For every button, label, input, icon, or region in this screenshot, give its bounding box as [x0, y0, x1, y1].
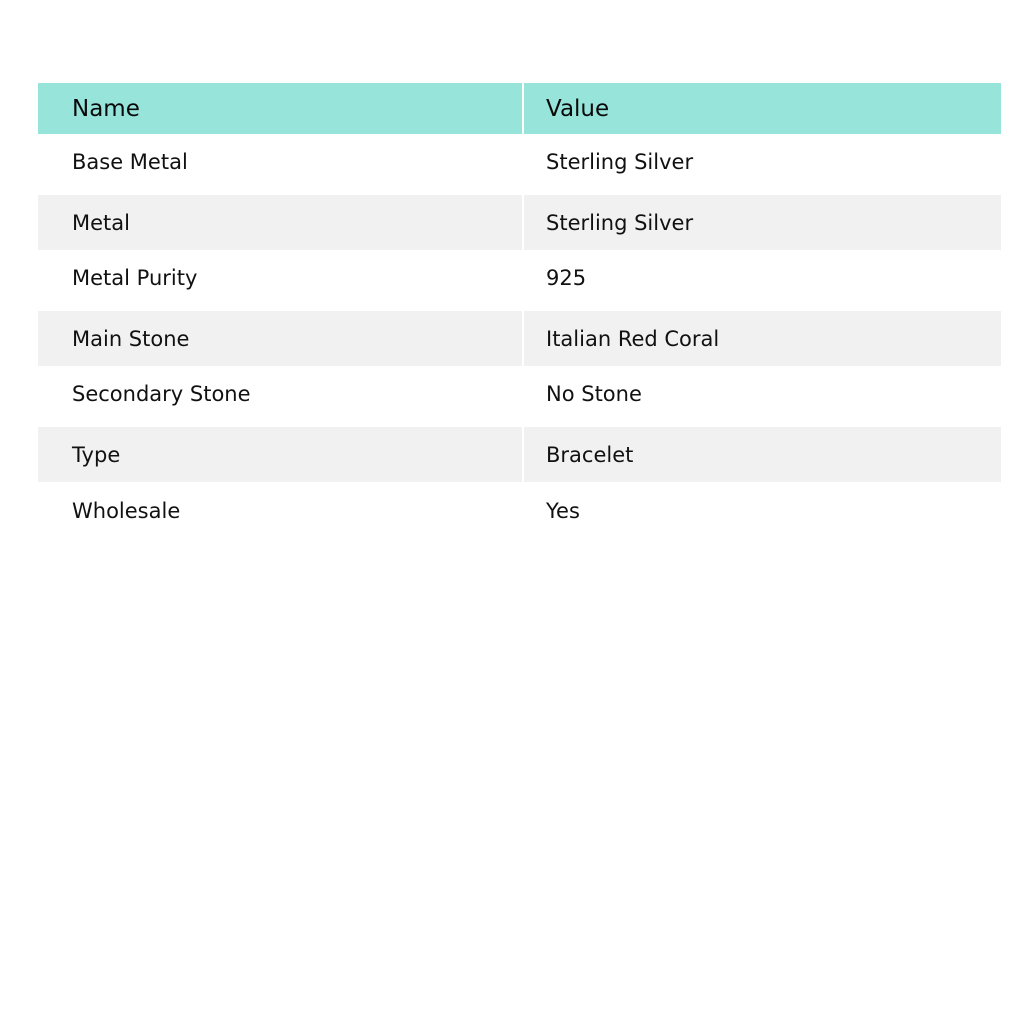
row-name-cell: Type: [38, 424, 523, 482]
table-row: [38, 424, 1001, 482]
table-row: [38, 482, 1001, 540]
row-name-cell: Wholesale: [72, 499, 181, 523]
table-row: [38, 308, 1001, 366]
table-row: [38, 192, 1001, 250]
column-header-value: Value: [523, 83, 1001, 134]
row-name-cell: Base Metal: [72, 149, 188, 174]
table-header: [38, 83, 1001, 134]
row-value-cell: Bracelet: [523, 424, 1001, 482]
header-row: [38, 83, 1001, 134]
table-body: [38, 134, 1001, 540]
row-name-cell: Metal Purity: [72, 265, 198, 290]
row-value-cell: Yes: [523, 482, 1001, 540]
row-value-cell: 925: [523, 250, 1001, 308]
row-value-cell: Italian Red Coral: [523, 308, 1001, 366]
column-header-name: Name: [72, 95, 140, 122]
row-value-cell: Sterling Silver: [523, 192, 1001, 250]
row-name-cell: Metal: [38, 192, 523, 250]
row-name-cell: Main Stone: [38, 308, 523, 366]
table-row: [38, 250, 1001, 308]
row-name-cell: Secondary Stone: [72, 381, 251, 406]
row-value-cell: No Stone: [523, 366, 1001, 424]
table-row: [38, 134, 1001, 192]
row-value-cell: Sterling Silver: [523, 134, 1001, 192]
table-row: [38, 366, 1001, 424]
spec-table: [38, 83, 1001, 540]
